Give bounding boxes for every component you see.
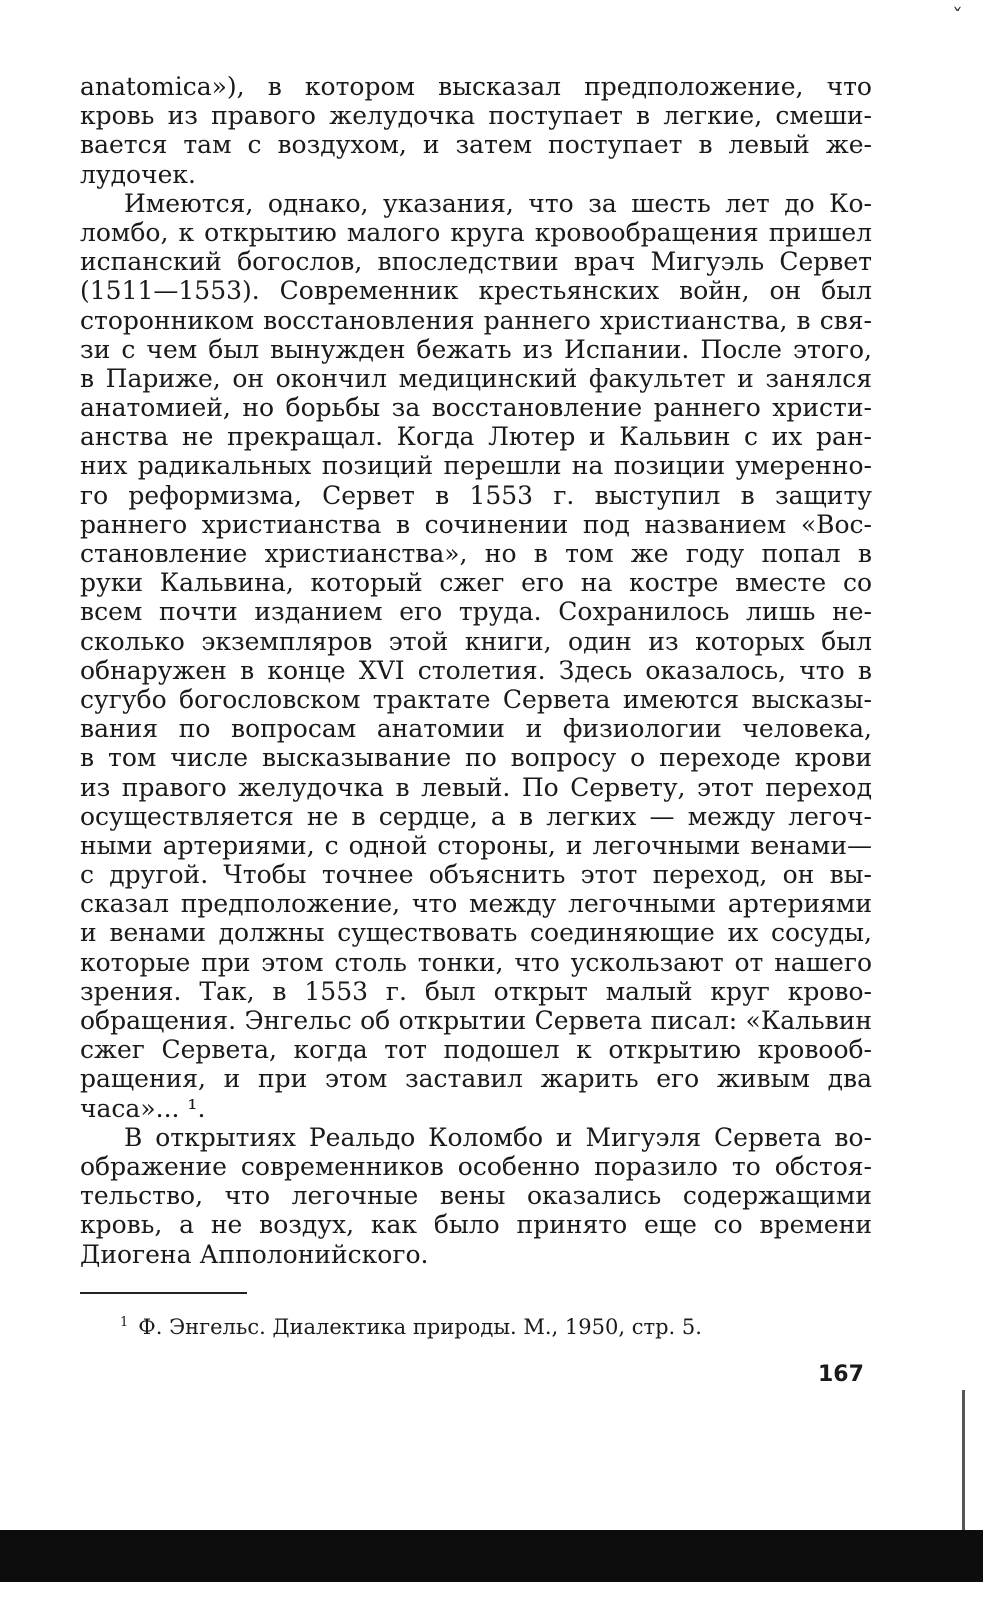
text-line: лудочек. — [80, 159, 196, 189]
scan-edge-line — [962, 1390, 965, 1530]
page-number: 167 — [818, 1362, 864, 1387]
footnote — [120, 1310, 702, 1340]
footnote-separator — [80, 1292, 247, 1294]
text-line: (1511—1553). Современник крестьянских войн, он был — [80, 276, 872, 306]
body-text — [80, 72, 872, 1269]
text-line: сколько экземпляров этой книги, один из которых был — [80, 626, 872, 656]
text-line: зи с чем был вынужден бежать из Испании. После этого, — [80, 334, 872, 364]
text-line: ломбо, к открытию малого круга кровообращения пришел — [80, 217, 872, 247]
text-line: обнаружен в конце XVI столетия. Здесь оказалось, что в — [80, 655, 872, 685]
text-line: и венами должны существовать соединяющие их сосуды, — [80, 918, 872, 948]
text-line: с другой. Чтобы точнее объяснить этот переход, он вы- — [80, 860, 872, 890]
text-line: них радикальных позиций перешли на позиции умеренно- — [80, 451, 872, 481]
text-line: сугубо богословском трактате Сервета имеются высказы- — [80, 684, 872, 714]
text-line: которые при этом столь тонки, что ускользают от нашего — [80, 947, 872, 977]
footnote-mark: 1 — [120, 1315, 129, 1330]
text-line: кровь, а не воздух, как было принято еще со времени — [80, 1210, 872, 1240]
text-line: анства не прекращал. Когда Лютер и Кальвин с их ран- — [80, 422, 872, 452]
text-line: часа»... ¹. — [80, 1093, 206, 1123]
text-line: В открытиях Реальдо Коломбо и Мигуэля Сервета во- — [124, 1122, 872, 1152]
text-line: Имеются, однако, указания, что за шесть лет до Ко- — [124, 188, 872, 218]
text-line: анатомией, но борьбы за восстановление раннего христи- — [80, 393, 872, 423]
text-line: тельство, что легочные вены оказались содержащими — [80, 1181, 872, 1211]
text-line: сжег Сервета, когда тот подошел к открытию кровооб- — [80, 1035, 872, 1065]
text-line: становление христианства», но в том же году попал в — [80, 539, 872, 568]
text-line: обращения. Энгельс об открытии Сервета писал: «Кальвин — [80, 1006, 872, 1035]
text-line: в Париже, он окончил медицинский факультет и занялся — [80, 363, 872, 393]
text-line: Диогена Апполонийского. — [80, 1239, 429, 1269]
text-line: зрения. Так, в 1553 г. был открыт малый круг крово- — [80, 976, 872, 1006]
text-line: испанский богослов, впоследствии врач Мигуэль Сервет — [80, 247, 872, 277]
text-line: ными артериями, с одной стороны, и легочными венами— — [80, 830, 872, 860]
footnote-text: Ф. Энгельс. Диалектика природы. М., 1950, стр. 5. — [138, 1315, 702, 1339]
text-line: руки Кальвина, который сжег его на костре вместе со — [80, 568, 872, 598]
text-line: кровь из правого желудочка поступает в легкие, смеши- — [80, 101, 872, 131]
text-line: из правого желудочка в левый. По Сервету, этот переход — [80, 772, 872, 802]
text-line: осуществляется не в сердце, а в легких — между легоч- — [80, 801, 872, 831]
text-line: вания по вопросам анатомии и физиологии человека, — [80, 714, 872, 744]
text-line: раннего христианства в сочинении под названием «Вос- — [80, 509, 872, 539]
text-line: anatomica»), в котором высказал предположение, что — [80, 72, 872, 101]
text-line: вается там с воздухом, и затем поступает в левый же- — [80, 130, 872, 160]
text-line: сторонником восстановления раннего христианства, в свя- — [80, 305, 872, 335]
scan-corner-mark: ˇ — [952, 6, 963, 31]
text-line: ображение современников особенно поразило то обстоя- — [80, 1151, 872, 1181]
text-line: ращения, и при этом заставил жарить его живым два — [80, 1064, 872, 1094]
text-line: сказал предположение, что между легочными артериями — [80, 889, 872, 919]
scan-bottom-border — [0, 1530, 983, 1582]
text-line: в том числе высказывание по вопросу о переходе крови — [80, 743, 872, 773]
text-line: го реформизма, Сервет в 1553 г. выступил в защиту — [80, 480, 872, 510]
text-line: всем почти изданием его труда. Сохранилось лишь не- — [80, 597, 872, 627]
